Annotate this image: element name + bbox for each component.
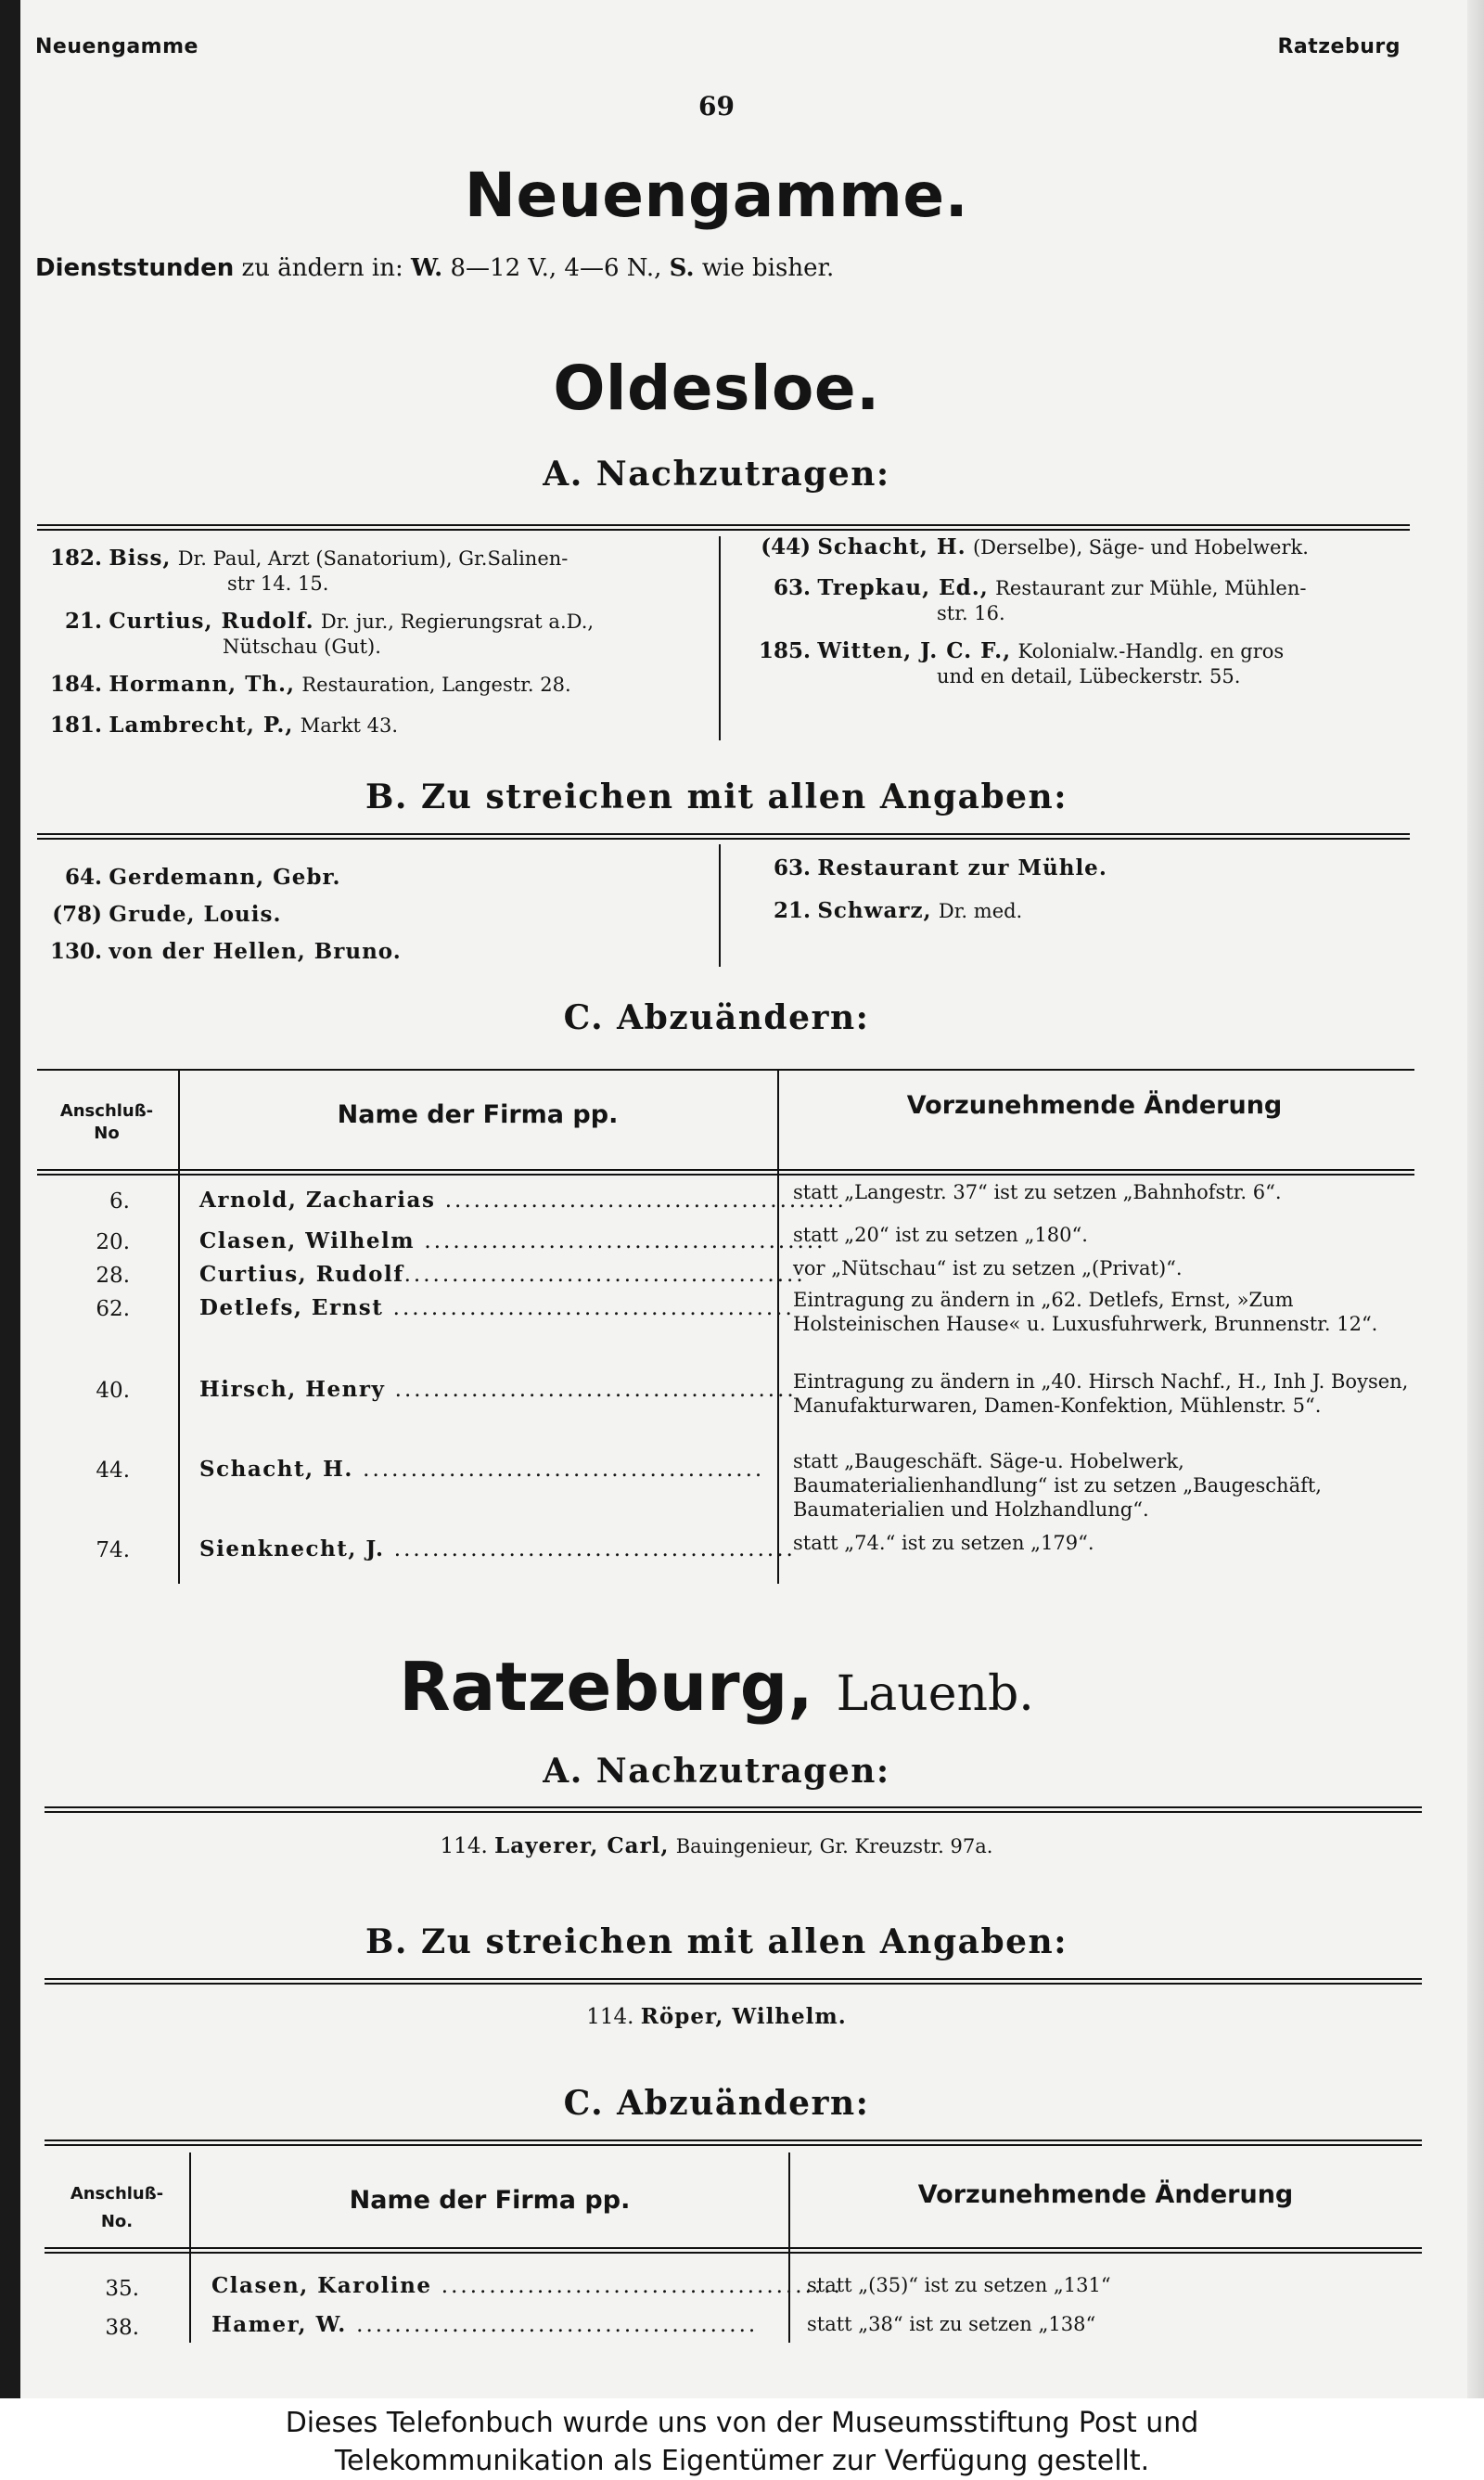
- section-rule: [37, 524, 1410, 531]
- table-row-no: 38.: [105, 2316, 139, 2340]
- listing-entry: 63. Restaurant zur Mühle.: [773, 855, 1107, 880]
- ratzeburg-section-c-title: C. Abzuändern:: [563, 2084, 870, 2123]
- hours-sunday-label: S.: [669, 254, 695, 282]
- hours-weekday-label: W.: [411, 254, 443, 282]
- listing-entry: (78) Grude, Louis.: [52, 902, 282, 927]
- table-header-change: Vorzunehmende Änderung: [906, 1091, 1283, 1120]
- ratzeburg-title-main: Ratzeburg,: [399, 1648, 813, 1726]
- table-header-change: Vorzunehmende Änderung: [917, 2180, 1294, 2209]
- table-row-change: statt „38“ ist zu setzen „138“: [807, 2313, 1096, 2335]
- column-divider: [719, 844, 721, 967]
- table-row-firm: Curtius, Rudolf..........................................: [199, 1262, 806, 1287]
- table-row-firm: Hirsch, Henry ..........................................: [199, 1377, 797, 1402]
- oldesloe-section-c-title: C. Abzuändern:: [563, 998, 870, 1037]
- listing-entry: 130. von der Hellen, Bruno.: [49, 939, 402, 964]
- listing-entry: 114. Röper, Wilhelm.: [586, 2004, 847, 2029]
- table-header-rule: [37, 1169, 1414, 1176]
- table-header-no: Anschluß- No.: [70, 2184, 164, 2231]
- table-row-firm: Clasen, Wilhelm ..........................................: [199, 1228, 826, 1253]
- hours-weekday-time: 8—12 V., 4—6 N.,: [450, 254, 662, 282]
- table-row-change: statt „Baugeschäft. Säge-u. Hobelwerk, Baumaterialienhandlung“ ist zu setzen „Baugeschäft, Baumaterialien und Holzhandlung“.: [793, 1450, 1322, 1521]
- hours-label: Dienststunden: [35, 254, 235, 282]
- table-row-no: 20.: [96, 1230, 130, 1254]
- table-col-divider: [788, 2152, 790, 2343]
- oldesloe-section-b-title: B. Zu streichen mit allen Angaben:: [365, 777, 1068, 816]
- running-head-right: Ratzeburg: [1277, 35, 1401, 58]
- table-row-firm: Schacht, H. ..........................................: [199, 1457, 765, 1482]
- table-row-firm: Clasen, Karoline ..........................................: [211, 2273, 843, 2298]
- listing-entry: (44) Schacht, H. (Derselbe), Säge- und Hobelwerk.: [761, 534, 1309, 559]
- table-row-no: 6.: [109, 1189, 130, 1214]
- table-row-change: statt „74.“ ist zu setzen „179“.: [793, 1532, 1094, 1554]
- table-row-no: 62.: [96, 1297, 130, 1321]
- listing-entry: 63. Trepkau, Ed., Restaurant zur Mühle, Mühlen- str. 16.: [773, 575, 1307, 624]
- hours-text: zu ändern in:: [241, 254, 403, 282]
- table-col-divider: [189, 2152, 191, 2343]
- table-header-firm: Name der Firma pp.: [337, 1100, 619, 1129]
- footer-line-2: Telekommunikation als Eigentümer zur Verfügung gestellt.: [334, 2445, 1150, 2477]
- neuengamme-title: Neuengamme.: [464, 160, 969, 231]
- neuengamme-hours: [35, 254, 834, 282]
- table-row-change: statt „Langestr. 37“ ist zu setzen „Bahnhofstr. 6“.: [793, 1181, 1282, 1203]
- table-row-change: Eintragung zu ändern in „40. Hirsch Nachf., H., Inh J. Boysen, Manufakturwaren, Damen-Konfektion, Mühlenstr. 5“.: [793, 1370, 1409, 1417]
- listing-entry: 182. Biss, Dr. Paul, Arzt (Sanatorium), Gr.Salinen- str 14. 15.: [49, 546, 569, 595]
- table-top-rule: [37, 1069, 1414, 1071]
- listing-entry: 185. Witten, J. C. F., Kolonialw.-Handlg. en gros und en detail, Lübeckerstr. 55.: [758, 638, 1285, 687]
- oldesloe-title: Oldesloe.: [553, 353, 880, 424]
- table-header-no: Anschluß- No: [59, 1101, 154, 1143]
- table-row-firm: Sienknecht, J. ..........................................: [199, 1536, 796, 1561]
- ratzeburg-title: [0, 1648, 1433, 1726]
- table-row-change: Eintragung zu ändern in „62. Detlefs, Ernst, »Zum Holsteinischen Hause« u. Luxusfuhrwerk, Brunnenstr. 12“.: [793, 1289, 1378, 1335]
- table-row-change: statt „20“ ist zu setzen „180“.: [793, 1224, 1088, 1246]
- table-row-change: statt „(35)“ ist zu setzen „131“: [807, 2274, 1111, 2296]
- table-row-no: 40.: [96, 1379, 130, 1403]
- footer-credit: [0, 2398, 1484, 2480]
- listing-entry: 21. Curtius, Rudolf. Dr. jur., Regierungsrat a.D., Nütschau (Gut).: [64, 609, 595, 658]
- running-head-left: Neuengamme: [35, 35, 198, 58]
- page-edge-right: [1467, 0, 1484, 2398]
- listing-entry: 184. Hormann, Th., Restauration, Langestr. 28.: [49, 672, 571, 697]
- listing-entry: 114. Layerer, Carl, Bauingenieur, Gr. Kreuzstr. 97a.: [440, 1833, 993, 1858]
- page-number: 69: [698, 91, 735, 122]
- listing-entry: 181. Lambrecht, P., Markt 43.: [49, 713, 399, 738]
- column-divider: [719, 536, 721, 740]
- oldesloe-section-a-title: A. Nachzutragen:: [543, 455, 890, 494]
- table-col-divider: [777, 1069, 779, 1584]
- section-rule: [37, 833, 1410, 840]
- table-col-divider: [178, 1069, 180, 1584]
- table-row-no: 28.: [96, 1264, 130, 1288]
- table-header-rule: [45, 2247, 1422, 2254]
- listing-entry: 21. Schwarz, Dr. med.: [773, 898, 1023, 923]
- table-row-firm: Hamer, W. ..........................................: [211, 2312, 759, 2337]
- table-row-no: 35.: [105, 2277, 139, 2301]
- table-row-no: 74.: [96, 1538, 130, 1562]
- section-rule: [45, 1978, 1422, 1985]
- ratzeburg-section-b-title: B. Zu streichen mit allen Angaben:: [365, 1922, 1068, 1961]
- table-row-no: 44.: [96, 1458, 130, 1483]
- ratzeburg-section-a-title: A. Nachzutragen:: [543, 1752, 890, 1791]
- table-row-change: vor „Nütschau“ ist zu setzen „(Privat)“.: [793, 1257, 1183, 1279]
- table-row-firm: Arnold, Zacharias ..........................................: [199, 1188, 847, 1213]
- listing-entry: 64. Gerdemann, Gebr.: [64, 865, 341, 890]
- section-rule: [45, 1806, 1422, 1813]
- footer-line-1: Dieses Telefonbuch wurde uns von der Museumsstiftung Post und: [285, 2407, 1199, 2439]
- table-header-firm: Name der Firma pp.: [349, 2186, 631, 2215]
- hours-sunday-text: wie bisher.: [701, 254, 835, 282]
- table-row-firm: Detlefs, Ernst ..........................................: [199, 1295, 795, 1320]
- ratzeburg-title-sub: Lauenb.: [836, 1666, 1034, 1722]
- table-top-rule: [45, 2139, 1422, 2146]
